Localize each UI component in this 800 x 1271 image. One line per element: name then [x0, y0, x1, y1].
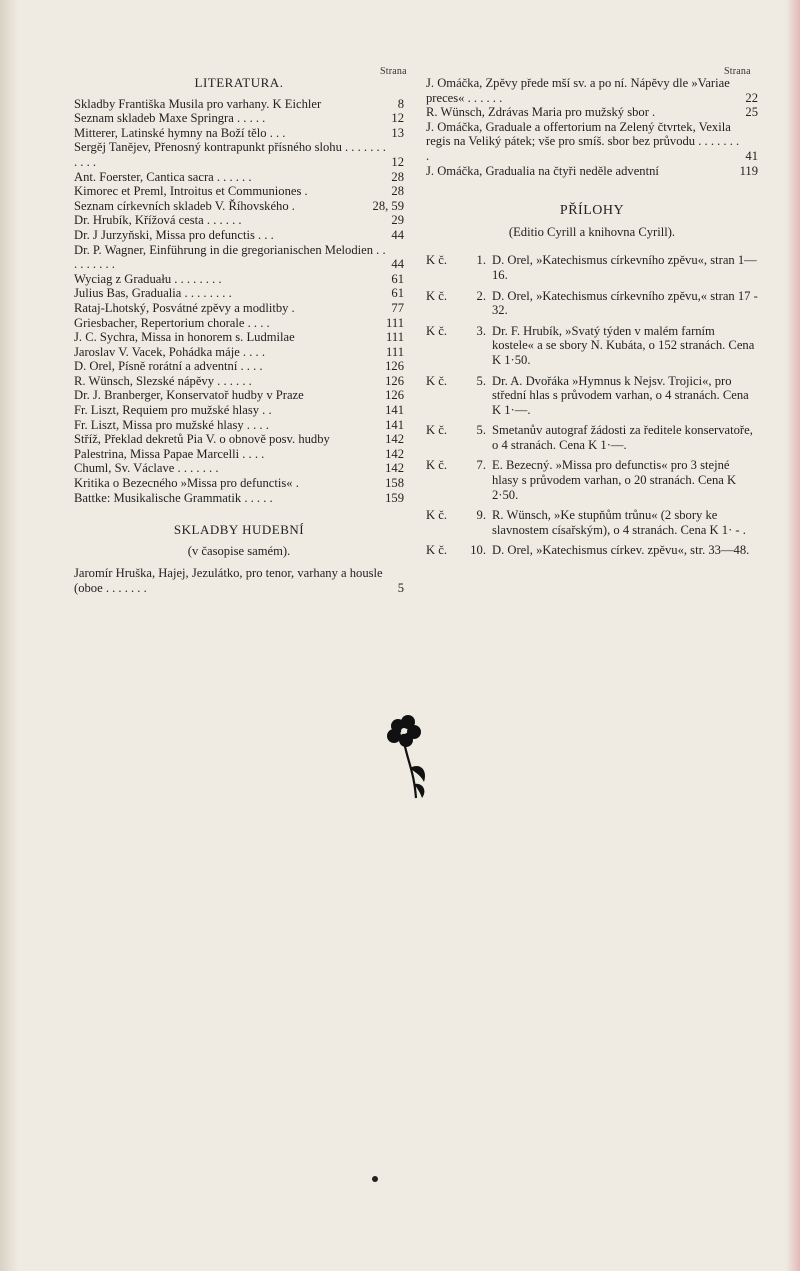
- entry-page-number: 111: [386, 330, 404, 345]
- entry-text: Seznam církevních skladeb V. Říhovského .: [74, 198, 295, 213]
- list-entry: [426, 164, 758, 179]
- entry-page-number: 29: [391, 213, 404, 228]
- entry-page-number: 126: [385, 373, 404, 388]
- priloha-text: D. Orel, »Katechismus církev. zpěvu«, str. 33—48.: [492, 543, 750, 558]
- literatura-entry: [74, 447, 404, 462]
- entry-text: Dr. J Jurzyňski, Missa pro defunctis . . .: [74, 227, 274, 242]
- priloha-kc: K č.: [426, 253, 447, 268]
- right-column: [426, 76, 758, 564]
- entry-page-number: 8: [397, 96, 404, 111]
- entry-page-number: 44: [391, 227, 404, 242]
- priloha-num: 3.: [476, 323, 486, 338]
- entry-page-number: 142: [385, 461, 404, 476]
- priloha-text: E. Bezecný. »Missa pro defunctis« pro 3 stejné hlasy s průvodem varhan, o 20 stranách. Cena K 2·50.: [492, 458, 737, 502]
- entry-page-number: 141: [385, 417, 404, 432]
- entry-text: J. Omáčka, Graduale a offertorium na Zelený čtvrtek, Vexila regis na Veliký pátek; vše pro smíš. sbor bez průvodu . . . . . . . .: [426, 119, 740, 163]
- entry-page-number: 22: [745, 90, 758, 105]
- priloha-text: Dr. A. Dvořáka »Hymnus k Nejsv. Trojici«, pro střední hlas s průvodem varhan, o 4 stranách. Cena K 1·—.: [492, 373, 749, 417]
- entry-text: Julius Bas, Gradualia . . . . . . . .: [74, 286, 232, 301]
- list-entry: [426, 76, 758, 105]
- priloha-item: [426, 374, 758, 418]
- priloha-item: [426, 423, 758, 452]
- entry-page-number: 77: [391, 300, 404, 315]
- literatura-entry: [74, 345, 404, 360]
- entry-text: Jaroslav V. Vacek, Pohádka máje . . . .: [74, 344, 265, 359]
- literatura-entry: [74, 286, 404, 301]
- priloha-text: R. Wünsch, »Ke stupňům trůnu« (2 sbory ke slavnostem císařským), o 4 stranách. Cena K 1· - .: [492, 508, 746, 537]
- literatura-entry: [74, 199, 404, 214]
- priloha-item: [426, 253, 758, 282]
- page-edge-left: [0, 0, 18, 1271]
- entry-text: J. Omáčka, Gradualia na čtyři neděle adventní: [426, 163, 659, 178]
- literatura-entry: [74, 301, 404, 316]
- priloha-kc: K č.: [426, 288, 447, 303]
- list-entry: [426, 105, 758, 120]
- priloha-num: 1.: [476, 253, 486, 268]
- entry-page-number: 28: [391, 169, 404, 184]
- entry-text: Dr. Hrubík, Křížová cesta . . . . . .: [74, 213, 242, 228]
- entry-text: Fr. Liszt, Requiem pro mužské hlasy . .: [74, 403, 272, 418]
- entry-page-number: 142: [385, 432, 404, 447]
- entry-text: Kritika o Bezecného »Missa pro defunctis« .: [74, 476, 299, 491]
- entry-text: Fr. Liszt, Missa pro mužské hlasy . . . .: [74, 417, 269, 432]
- entry-page-number: 159: [385, 490, 404, 505]
- literatura-entry: [74, 330, 404, 345]
- skladby-list: [74, 566, 404, 595]
- entry-text: Wyciag z Graduału . . . . . . . .: [74, 271, 222, 286]
- literatura-entry: [74, 243, 404, 272]
- literatura-list: [74, 97, 404, 506]
- entry-text: Palestrina, Missa Papae Marcelli . . . .: [74, 446, 265, 461]
- entry-text: Mitterer, Latinské hymny na Boží tělo . . .: [74, 125, 286, 140]
- literatura-entry: [74, 374, 404, 389]
- literatura-entry: [74, 272, 404, 287]
- entry-page-number: 61: [391, 271, 404, 286]
- entry-text: Dr. P. Wagner, Einführung in die gregorianischen Melodien . . . . . . . . .: [74, 242, 386, 272]
- priloha-item: [426, 289, 758, 318]
- entry-page-number: 126: [385, 359, 404, 374]
- entry-page-number: 41: [745, 148, 758, 163]
- literatura-entry: [74, 184, 404, 199]
- literatura-entry: [74, 213, 404, 228]
- entry-text: D. Orel, Písně rorátní a adventní . . . .: [74, 359, 263, 374]
- literatura-entry: [74, 461, 404, 476]
- literatura-entry: [74, 228, 404, 243]
- entry-text: J. Omáčka, Zpěvy přede mší sv. a po ní. Nápěvy dle »Variae preces« . . . . . .: [426, 76, 730, 105]
- literatura-entry: [74, 476, 404, 491]
- entry-page-number: 28, 59: [372, 198, 404, 213]
- entry-page-number: 12: [391, 154, 404, 169]
- entry-text: Kimorec et Preml, Introitus et Communiones .: [74, 184, 308, 199]
- literatura-entry: [74, 566, 404, 595]
- literatura-entry: [74, 140, 404, 169]
- prilohy-list: [426, 253, 758, 558]
- entry-text: Griesbacher, Repertorium chorale . . . .: [74, 315, 270, 330]
- entry-page-number: 44: [391, 257, 404, 272]
- page-edge-right: [786, 0, 800, 1271]
- priloha-item: [426, 324, 758, 368]
- priloha-num: 10.: [470, 543, 486, 558]
- priloha-num: 7.: [476, 458, 486, 473]
- entry-page-number: 142: [385, 446, 404, 461]
- entry-text: Skladby Františka Musila pro varhany. K Eichler: [74, 96, 322, 111]
- entry-page-number: 158: [385, 476, 404, 491]
- priloha-kc: K č.: [426, 458, 447, 473]
- priloha-num: 9.: [476, 508, 486, 523]
- list-entry: [426, 120, 758, 164]
- skladby-list-continued: [426, 76, 758, 178]
- priloha-text: D. Orel, »Katechismus církevního zpěvu,« stran 17 - 32.: [492, 288, 758, 318]
- entry-page-number: 126: [385, 388, 404, 403]
- entry-text: J. C. Sychra, Missa in honorem s. Ludmilae: [74, 330, 295, 345]
- priloha-item: [426, 543, 758, 558]
- prilohy-heading: PŘÍLOHY: [559, 203, 625, 219]
- entry-text: Battke: Musikalische Grammatik . . . . .: [74, 490, 273, 505]
- literatura-heading: LITERATURA.: [194, 75, 284, 90]
- entry-text: Sergěj Taněјev, Přenosný kontrapunkt přísného slohu . . . . . . . . . . .: [74, 140, 386, 169]
- literatura-entry: [74, 97, 404, 112]
- entry-page-number: 13: [391, 125, 404, 140]
- entry-page-number: 119: [739, 163, 758, 178]
- entry-text: Stříž, Překlad dekretů Pia V. o obnově posv. hudby: [74, 432, 330, 447]
- entry-text: Seznam skladeb Maxe Springra . . . . .: [74, 111, 266, 126]
- flower-ornament-icon: [384, 712, 436, 802]
- priloha-num: 2.: [476, 288, 486, 303]
- literatura-entry: [74, 359, 404, 374]
- entry-page-number: 61: [391, 286, 404, 301]
- priloha-text: Smetanův autograf žádosti za ředitele konservatoře, o 4 stranách. Cena K 1·—.: [492, 423, 753, 452]
- prilohy-subtitle: (Editio Cyrill a knihovna Cyrill).: [508, 224, 676, 239]
- literatura-entry: [74, 170, 404, 185]
- priloha-kc: K č.: [426, 423, 447, 438]
- entry-page-number: 111: [386, 315, 404, 330]
- priloha-num: 5.: [476, 423, 486, 438]
- entry-page-number: 12: [391, 111, 404, 126]
- literatura-entry: [74, 111, 404, 126]
- entry-text: Jaromír Hruška, Hajej, Jezulátko, pro tenor, varhany a housle (oboe . . . . . . .: [74, 566, 383, 595]
- priloha-item: [426, 508, 758, 537]
- literatura-entry: [74, 418, 404, 433]
- literatura-entry: [74, 388, 404, 403]
- priloha-kc: K č.: [426, 323, 447, 338]
- priloha-kc: K č.: [426, 508, 447, 523]
- priloha-text: D. Orel, »Katechismus církevního zpěvu«, stran 1—16.: [492, 253, 757, 282]
- entry-page-number: 5: [397, 581, 404, 595]
- priloha-text: Dr. F. Hrubík, »Svatý týden v malém farním kostele« a se sbory N. Kubáta, o 152 stranách. Cena K 1·50.: [492, 323, 755, 367]
- entry-text: Rataj-Lhotský, Posvátné zpěvy a modlitby .: [74, 300, 295, 315]
- strana-label-right: Strana: [724, 66, 751, 77]
- literatura-entry: [74, 316, 404, 331]
- entry-page-number: 141: [385, 403, 404, 418]
- entry-text: R. Wünsch, Zdrávas Maria pro mužský sbor .: [426, 105, 656, 120]
- entry-text: Dr. J. Branberger, Konservatoř hudby v Praze: [74, 388, 304, 403]
- priloha-kc: K č.: [426, 543, 447, 558]
- skladby-subtitle: (v časopise samém).: [187, 543, 291, 558]
- entry-text: Chuml, Sv. Václave . . . . . . .: [74, 461, 219, 476]
- priloha-kc: K č.: [426, 373, 447, 388]
- priloha-item: [426, 458, 758, 502]
- strana-label-left: Strana: [380, 66, 407, 77]
- entry-text: Ant. Foerster, Cantica sacra . . . . . .: [74, 169, 252, 184]
- entry-page-number: 111: [386, 344, 404, 359]
- entry-page-number: 28: [391, 184, 404, 199]
- literatura-entry: [74, 126, 404, 141]
- skladby-heading: SKLADBY HUDEBNÍ: [173, 522, 305, 538]
- left-column: [74, 76, 404, 596]
- entry-text: R. Wünsch, Slezské nápěvy . . . . . .: [74, 373, 252, 388]
- entry-page-number: 25: [745, 105, 758, 120]
- priloha-num: 5.: [476, 373, 486, 388]
- page-dot-mark: [372, 1176, 378, 1182]
- literatura-entry: [74, 403, 404, 418]
- literatura-entry: [74, 491, 404, 506]
- literatura-entry: [74, 432, 404, 447]
